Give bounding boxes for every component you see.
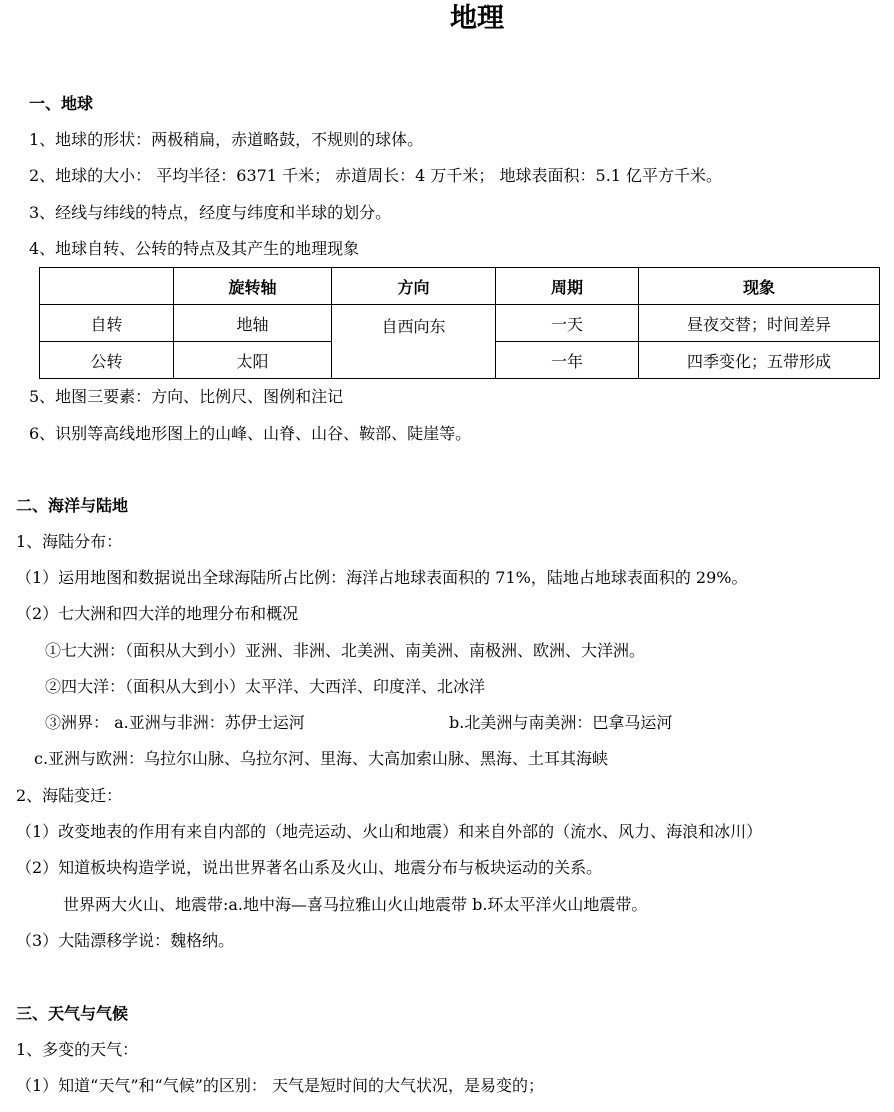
paragraph: （2）知道板块构造学说，说出世界著名山系及火山、地震分布与板块运动的关系。 xyxy=(16,858,603,877)
paragraph: 世界两大火山、地震带:a.地中海—喜马拉雅山火山地震带 b.环太平洋火山地震带。 xyxy=(63,895,648,914)
table-header-cell xyxy=(40,268,174,305)
table-cell: 昼夜交替；时间差异 xyxy=(639,305,880,342)
rotation-revolution-table xyxy=(39,267,880,379)
paragraph: ③洲界： a.亚洲与非洲：苏伊士运河 xyxy=(45,713,305,732)
paragraph: 1、海陆分布： xyxy=(16,532,123,551)
paragraph: 1、地球的形状：两极稍扁，赤道略鼓，不规则的球体。 xyxy=(29,130,424,149)
paragraph: （1）改变地表的作用有来自内部的（地壳运动、火山和地震）和来自外部的（流水、风力、海浪和冰川） xyxy=(16,822,763,841)
paragraph: 5、地图三要素：方向、比例尺、图例和注记 xyxy=(29,387,344,406)
paragraph: 3、经线与纬线的特点，经度与纬度和半球的划分。 xyxy=(29,203,392,222)
table-header-row xyxy=(40,268,880,305)
table-cell: 一天 xyxy=(496,305,639,342)
table-cell: 自转 xyxy=(40,305,174,342)
paragraph: b.北美洲与南美洲：巴拿马运河 xyxy=(449,713,673,732)
section-heading-weather-climate: 三、天气与气候 xyxy=(16,1004,129,1023)
table-header-cell: 方向 xyxy=(332,268,496,305)
paragraph: （2）七大洲和四大洋的地理分布和概况 xyxy=(16,604,299,623)
table-cell: 地轴 xyxy=(174,305,332,342)
paragraph: ①七大洲：（面积从大到小）亚洲、非洲、北美洲、南美洲、南极洲、欧洲、大洋洲。 xyxy=(45,641,646,660)
paragraph: 4、地球自转、公转的特点及其产生的地理现象 xyxy=(29,239,360,258)
paragraph: （3）大陆漂移学说：魏格纳。 xyxy=(16,931,235,950)
table-cell: 太阳 xyxy=(174,342,332,379)
table-cell: 公转 xyxy=(40,342,174,379)
table-cell: 四季变化；五带形成 xyxy=(639,342,880,379)
page-title: 地理 xyxy=(450,3,504,34)
paragraph: ②四大洋：（面积从大到小）太平洋、大西洋、印度洋、北冰洋 xyxy=(45,677,486,696)
table-row xyxy=(40,305,880,342)
paragraph: （1）运用地图和数据说出全球海陆所占比例：海洋占地球表面积的 71%，陆地占地球表面积的 29%。 xyxy=(16,568,748,587)
paragraph: （1）知道“天气”和“气候”的区别： 天气是短时间的大气状况，是易变的； xyxy=(16,1076,544,1095)
table-header-cell: 周期 xyxy=(496,268,639,305)
paragraph: 6、识别等高线地形图上的山峰、山脊、山谷、鞍部、陡崖等。 xyxy=(29,424,472,443)
table-cell: 自西向东 xyxy=(332,305,496,379)
table-cell: 一年 xyxy=(496,342,639,379)
paragraph: 1、多变的天气： xyxy=(16,1040,139,1059)
section-heading-earth: 一、地球 xyxy=(29,94,94,113)
paragraph: c.亚洲与欧洲：乌拉尔山脉、乌拉尔河、里海、大高加索山脉、黑海、土耳其海峡 xyxy=(34,749,609,768)
paragraph: 2、地球的大小： 平均半径：6371 千米； 赤道周长：4 万千米； 地球表面积：5.1 亿平方千米。 xyxy=(29,166,723,185)
paragraph: 2、海陆变迁： xyxy=(16,786,123,805)
section-heading-ocean-land: 二、海洋与陆地 xyxy=(16,496,129,515)
table-header-cell: 旋转轴 xyxy=(174,268,332,305)
table-header-cell: 现象 xyxy=(639,268,880,305)
